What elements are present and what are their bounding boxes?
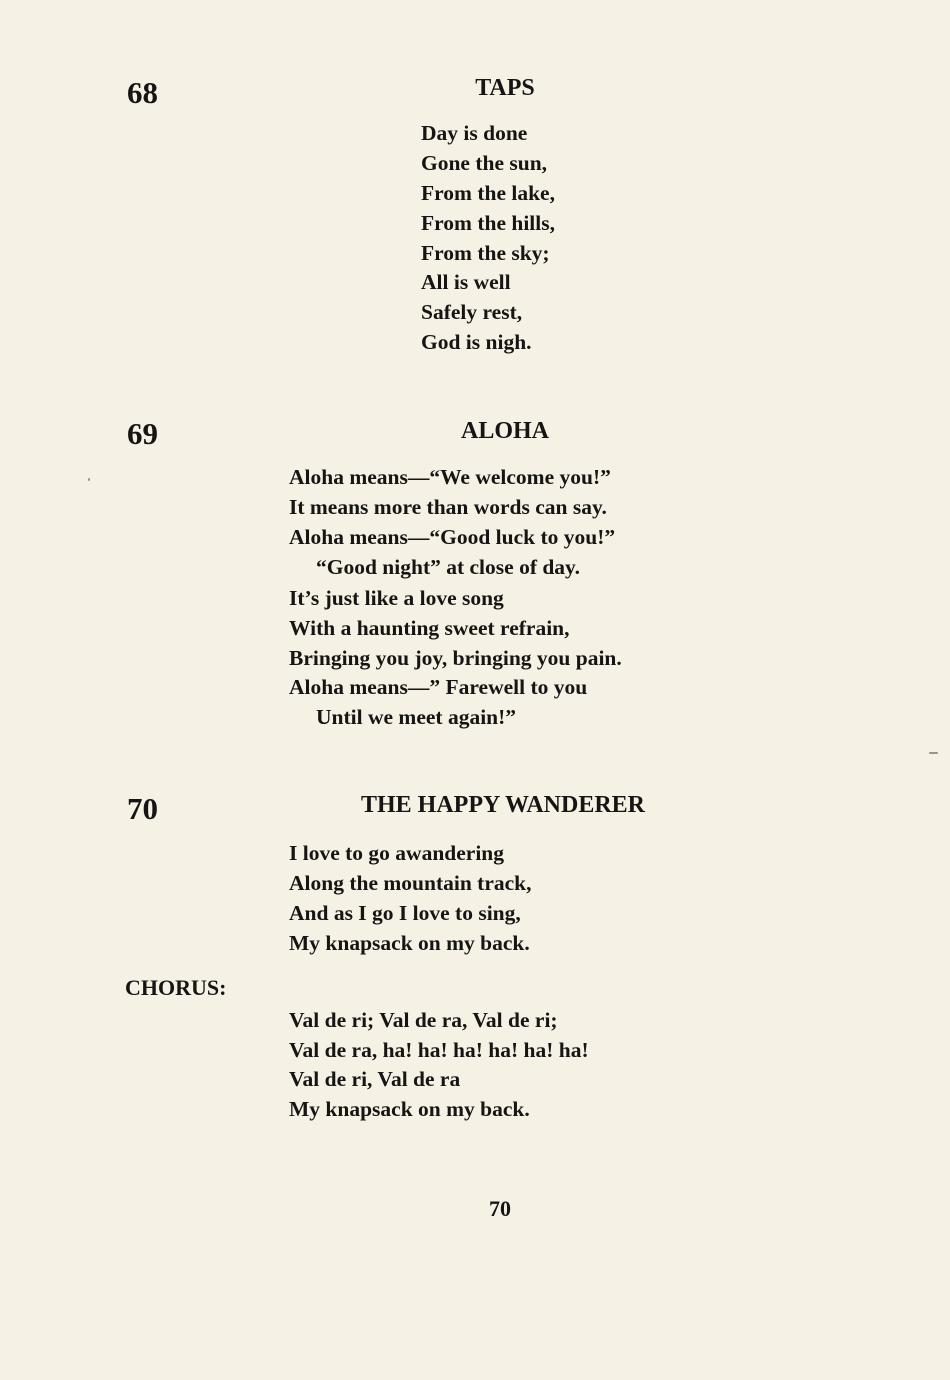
lyric-line: I love to go awandering <box>289 841 504 865</box>
lyric-line: All is well <box>421 270 511 294</box>
chorus-line: My knapsack on my back. <box>289 1097 530 1121</box>
song-title: ALOHA <box>460 418 549 444</box>
lyric-line: It’s just like a love song <box>289 586 504 610</box>
paper-mark <box>929 752 938 754</box>
lyric-line: From the sky; <box>421 241 550 265</box>
lyric-line: Gone the sun, <box>421 151 548 175</box>
chorus-label: CHORUS: <box>125 975 227 1000</box>
song-number: 70 <box>127 791 158 826</box>
lyric-line: Aloha means—“We welcome you!” <box>289 465 611 489</box>
lyric-line: From the hills, <box>421 211 555 235</box>
lyric-line: God is nigh. <box>421 330 532 354</box>
lyric-line: Until we meet again!” <box>316 705 517 729</box>
lyric-line: It means more than words can say. <box>289 495 607 519</box>
lyric-line: Along the mountain track, <box>289 871 532 895</box>
lyric-line: My knapsack on my back. <box>289 931 530 955</box>
lyric-line: With a haunting sweet refrain, <box>289 616 570 640</box>
lyric-line: From the lake, <box>421 181 555 205</box>
song-number: 69 <box>127 416 158 451</box>
paper-mark <box>88 478 90 481</box>
page-number: 70 <box>489 1196 511 1221</box>
chorus-line: Val de ri; Val de ra, Val de ri; <box>289 1008 558 1032</box>
lyric-line: Aloha means—“Good luck to you!” <box>289 525 616 549</box>
lyric-line: And as I go I love to sing, <box>289 901 521 925</box>
lyric-line: Aloha means—” Farewell to you <box>289 675 588 699</box>
lyric-line: Bringing you joy, bringing you pain. <box>289 646 622 670</box>
lyric-line: “Good night” at close of day. <box>316 555 580 579</box>
lyric-line: Day is done <box>421 121 528 145</box>
song-number: 68 <box>127 75 158 110</box>
chorus-line: Val de ra, ha! ha! ha! ha! ha! ha! <box>289 1038 589 1062</box>
song-title: TAPS <box>475 75 535 101</box>
chorus-line: Val de ri, Val de ra <box>289 1067 461 1091</box>
song-title: THE HAPPY WANDERER <box>360 792 646 818</box>
lyric-line: Safely rest, <box>421 300 523 324</box>
